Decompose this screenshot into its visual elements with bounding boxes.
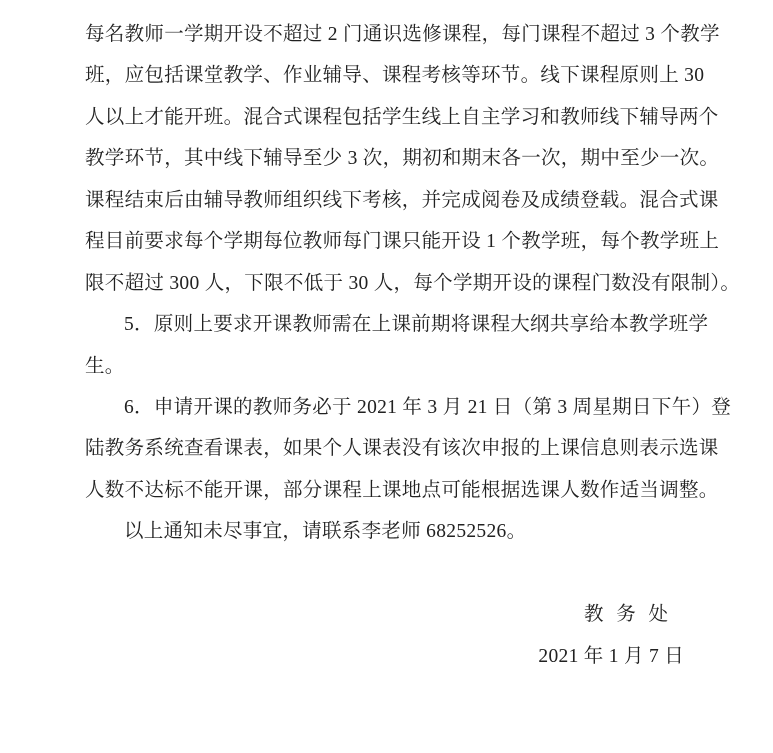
notice-body bbox=[85, 14, 741, 677]
notice-line: 每名教师一学期开设不超过 2 门通识选修课程，每门课程不超过 3 个教学 bbox=[85, 24, 720, 45]
signature-date: 2021 年 1 月 7 日 bbox=[538, 645, 684, 667]
notice-line-item-5: 5．原则上要求开课教师需在上课前期将课程大纲共享给本教学班学 bbox=[124, 314, 709, 336]
notice-line: 陆教务系统查看课表，如果个人课表没有该次申报的上课信息则表示选课 bbox=[85, 438, 719, 460]
notice-line: 课程结束后由辅导教师组织线下考核，并完成阅卷及成绩登载。混合式课 bbox=[85, 189, 719, 211]
notice-line: 教学环节，其中线下辅导至少 3 次，期初和期末各一次，期中至少一次。 bbox=[85, 148, 720, 170]
notice-line: 生。 bbox=[85, 355, 125, 377]
notice-line: 人以上才能开班。混合式课程包括学生线上自主学习和教师线下辅导两个 bbox=[85, 106, 719, 128]
notice-line-item-6: 6．申请开课的教师务必于 2021 年 3 月 21 日（第 3 周星期日下午）登 bbox=[124, 396, 732, 418]
notice-line: 程目前要求每个学期每位教师每门课只能开设 1 个教学班，每个教学班上 bbox=[85, 231, 720, 253]
notice-line: 限不超过 300 人，下限不低于 30 人，每个学期开设的课程门数没有限制）。 bbox=[85, 272, 741, 294]
notice-line: 人数不达标不能开课，部分课程上课地点可能根据选课人数作适当调整。 bbox=[85, 479, 719, 501]
notice-line: 班，应包括课堂教学、作业辅导、课程考核等环节。线下课程原则上 30 bbox=[85, 65, 705, 87]
signature-department: 教 务 处 bbox=[583, 604, 669, 626]
blank-line bbox=[85, 553, 709, 594]
notice-line-contact: 以上通知未尽事宜，请联系李老师 68252526。 bbox=[124, 521, 527, 543]
